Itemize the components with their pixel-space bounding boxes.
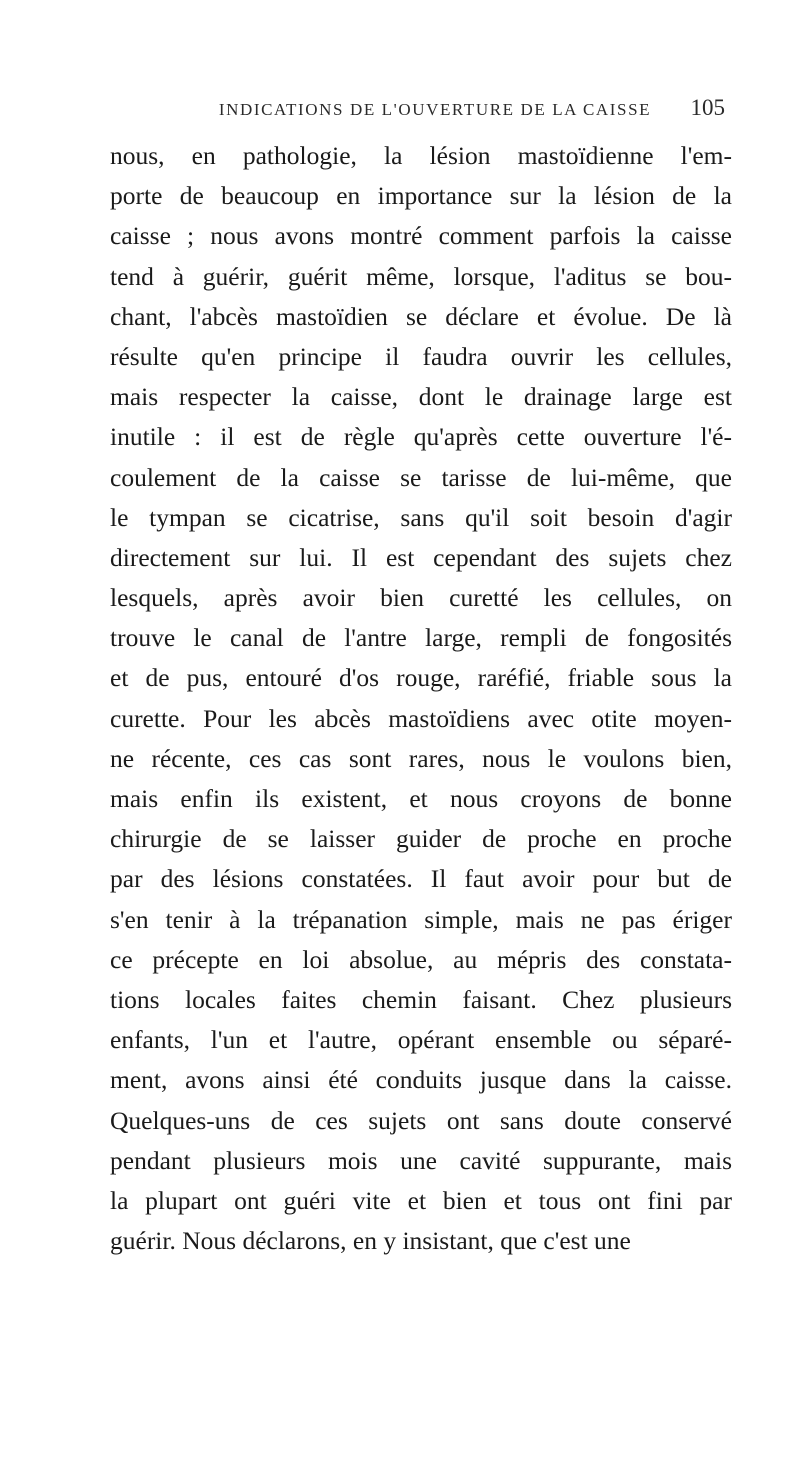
body-text xyxy=(110,136,732,1261)
text-line: ne récente, ces cas sont rares, nous le voulons bien, xyxy=(110,743,732,773)
text-line: caisse ; nous avons montré comment parfois la caisse xyxy=(110,221,732,251)
text-line: pendant plusieurs mois une cavité suppurante, mais xyxy=(110,1145,732,1175)
text-line: inutile : il est de règle qu'après cette ouverture l'é- xyxy=(110,422,732,452)
text-line: porte de beaucoup en importance sur la lésion de la xyxy=(110,181,732,211)
text-line: enfants, l'un et l'autre, opérant ensemble ou séparé- xyxy=(110,1025,732,1055)
text-line: directement sur lui. Il est cependant des sujets chez xyxy=(110,542,732,572)
text-line: coulement de la caisse se tarisse de lui-même, que xyxy=(110,462,732,492)
text-line: résulte qu'en principe il faudra ouvrir les cellules, xyxy=(110,341,732,371)
text-line: mais enfin ils existent, et nous croyons de bonne xyxy=(110,784,732,813)
text-line: chant, l'abcès mastoïdien se déclare et évolue. De là xyxy=(110,301,732,331)
text-line: lesquels, après avoir bien curetté les cellules, on xyxy=(110,583,732,613)
text-line: s'en tenir à la trépanation simple, mais ne pas ériger xyxy=(110,904,732,934)
text-line: ment, avons ainsi été conduits jusque dans la caisse. xyxy=(110,1065,732,1095)
text-line: chirurgie de se laisser guider de proche en proche xyxy=(110,824,732,854)
text-line: curette. Pour les abcès mastoïdiens avec otite moyen- xyxy=(110,703,732,733)
text-line: et de pus, entouré d'os rouge, raréfié, friable sous la xyxy=(110,663,732,693)
page-number: 105 xyxy=(690,95,725,120)
text-line: tend à guérir, guérit même, lorsque, l'aditus se bou- xyxy=(110,261,732,291)
running-title: INDICATIONS DE L'OUVERTURE DE LA CAISSE xyxy=(218,100,652,119)
text-line: le tympan se cicatrise, sans qu'il soit besoin d'agir xyxy=(110,502,732,532)
text-line: trouve le canal de l'antre large, rempli de fongosités xyxy=(110,623,732,653)
text-line: la plupart ont guéri vite et bien et tous ont fini par xyxy=(110,1185,732,1215)
text-line: Quelques-uns de ces sujets ont sans doute conservé xyxy=(110,1105,732,1135)
text-line: mais respecter la caisse, dont le drainage large est xyxy=(110,382,732,412)
text-line: par des lésions constatées. Il faut avoir pour but de xyxy=(110,864,732,894)
text-line: guérir. Nous déclarons, en y insistant, que c'est une xyxy=(110,1226,631,1256)
text-line: tions locales faites chemin faisant. Chez plusieurs xyxy=(110,984,732,1014)
text-line: ce précepte en loi absolue, au mépris des constata- xyxy=(110,944,732,974)
text-line: nous, en pathologie, la lésion mastoïdienne l'em- xyxy=(110,141,732,170)
